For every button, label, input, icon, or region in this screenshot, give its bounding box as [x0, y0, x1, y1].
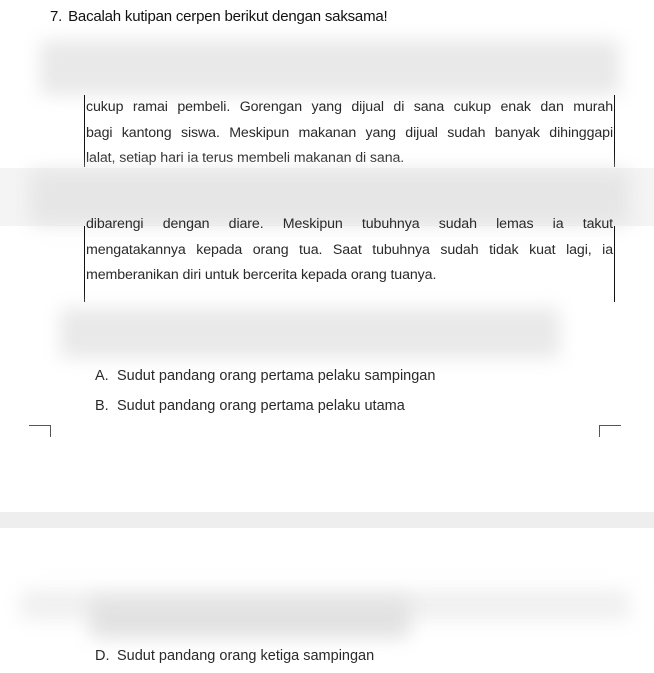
option-d[interactable]	[95, 648, 374, 664]
passage-line: lalat, setiap hari ia terus membeli makanan di sana.	[86, 150, 405, 166]
option-key: B.	[95, 398, 109, 414]
option-a[interactable]	[95, 368, 435, 384]
question-heading	[50, 8, 387, 25]
option-text: Sudut pandang orang ketiga sampingan	[117, 648, 375, 664]
option-text: Sudut pandang orang pertama pelaku utama	[117, 398, 405, 414]
option-text: Sudut pandang orang pertama pelaku sampingan	[117, 368, 436, 384]
blurred-region-top	[40, 40, 620, 95]
blurred-question-stem	[60, 308, 560, 358]
blurred-option-c-text	[90, 598, 410, 638]
passage-line: cukup ramai pembeli. Gorengan yang dijual di sana cukup enak dan murah	[86, 99, 613, 115]
passage-line: dibarengi dengan diare. Meskipun tubuhnya sudah lemas ia takut	[86, 216, 613, 232]
passage-line: mengatakannya kepada orang tua. Saat tubuhnya sudah tidak kuat lagi, ia	[86, 241, 613, 258]
passage-excerpt-1	[84, 95, 615, 167]
option-key: A.	[95, 368, 109, 384]
option-key: D.	[95, 648, 110, 664]
question-number: 7.	[50, 8, 63, 25]
page-corner-mark-left	[29, 425, 51, 437]
option-b[interactable]	[95, 398, 405, 414]
page-corner-mark-right	[599, 425, 621, 437]
page-break	[0, 512, 654, 528]
passage-excerpt-2	[84, 216, 615, 302]
passage-line: bagi kantong siswa. Meskipun makanan yang dijual sudah banyak dihinggapi	[86, 124, 613, 141]
passage-line: memberanikan diri untuk bercerita kepada orang tuanya.	[86, 267, 437, 283]
question-instruction: Bacalah kutipan cerpen berikut dengan saksama!	[68, 8, 388, 25]
